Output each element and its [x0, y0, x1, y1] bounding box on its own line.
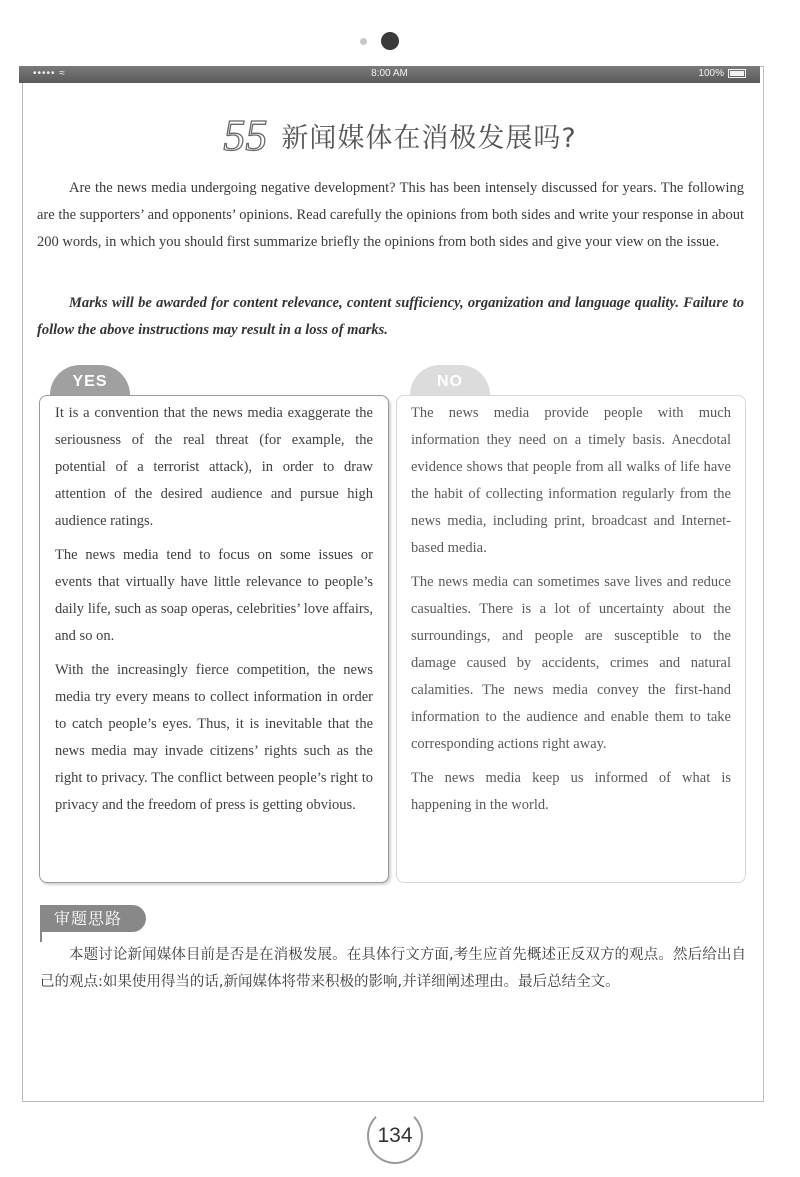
intro-paragraph: Are the news media undergoing negative development? This has been intensely discussed for years. The following are the supporters’ and opponents’ opinions. Read carefully the opinions from both sides and write your response in about 200 words, in which you should first summarize briefly the opinions from both sides and give your view on the issue. — [37, 180, 744, 250]
no-paragraph: The news media keep us informed of what is happening in the world. — [411, 770, 731, 813]
no-paragraph: The news media provide people with much information they need on a timely basis. Anecdotal evidence shows that people from all walks of life have the habit of collecting information regularly from the news media, including print, broadcast and Internet-based media. — [411, 405, 731, 556]
yes-paragraph: It is a convention that the news media exaggerate the seriousness of the real threat (for example, the potential of a terrorist attack), in order to draw attention of the desired audience and pursue high audience ratings. — [55, 405, 373, 529]
page-dot-inactive[interactable] — [360, 38, 367, 45]
page-number: 134 — [377, 1124, 413, 1147]
no-tab: NO — [410, 365, 490, 395]
yes-paragraph: The news media tend to focus on some issues or events that virtually have little relevance to people’s daily life, such as soap operas, celebrities’ love affairs, and so on. — [55, 547, 373, 644]
analysis-divider — [40, 932, 42, 942]
unit-title: 新闻媒体在消极发展吗? — [281, 123, 577, 154]
status-bar — [19, 66, 760, 83]
yes-tab: YES — [50, 365, 130, 395]
page-title — [0, 110, 800, 161]
battery-percent: 100% — [698, 68, 724, 79]
yes-opinions-box — [39, 395, 389, 883]
page-dot-active[interactable] — [381, 32, 399, 50]
status-time: 8:00 AM — [371, 68, 408, 79]
signal-icon: ••••• ≈ — [33, 68, 66, 79]
analysis-heading: 审题思路 — [40, 905, 146, 932]
unit-number: 55 — [223, 111, 268, 160]
no-paragraph: The news media can sometimes save lives and reduce casualties. There is a lot of uncertainty about the surroundings, and people are susceptible to the damage caused by accidents, crimes and natural calamities. The news media convey the first-hand information to the audience and enable them to take corresponding actions right away. — [411, 574, 731, 752]
battery-status — [698, 68, 746, 79]
battery-icon — [728, 69, 746, 78]
instruction-paragraph: Marks will be awarded for content relevance, content sufficiency, organization and language quality. Failure to follow the above instructions may result in a loss of marks. — [37, 295, 744, 338]
no-opinions-box — [396, 395, 746, 883]
analysis-paragraph: 本题讨论新闻媒体目前是否是在消极发展。在具体行文方面,考生应首先概述正反双方的观点。然后给出自己的观点:如果使用得当的话,新闻媒体将带来积极的影响,并详细阐述理由。最后总结全文。 — [40, 947, 746, 990]
yes-paragraph: With the increasingly fierce competition, the news media try every means to collect information in order to catch people’s eyes. Thus, it is inevitable that the news media may invade citizens’ rights such as the right to privacy. The conflict between people’s right to privacy and the freedom of press is getting obvious. — [55, 662, 373, 813]
page-indicator[interactable] — [0, 30, 800, 52]
